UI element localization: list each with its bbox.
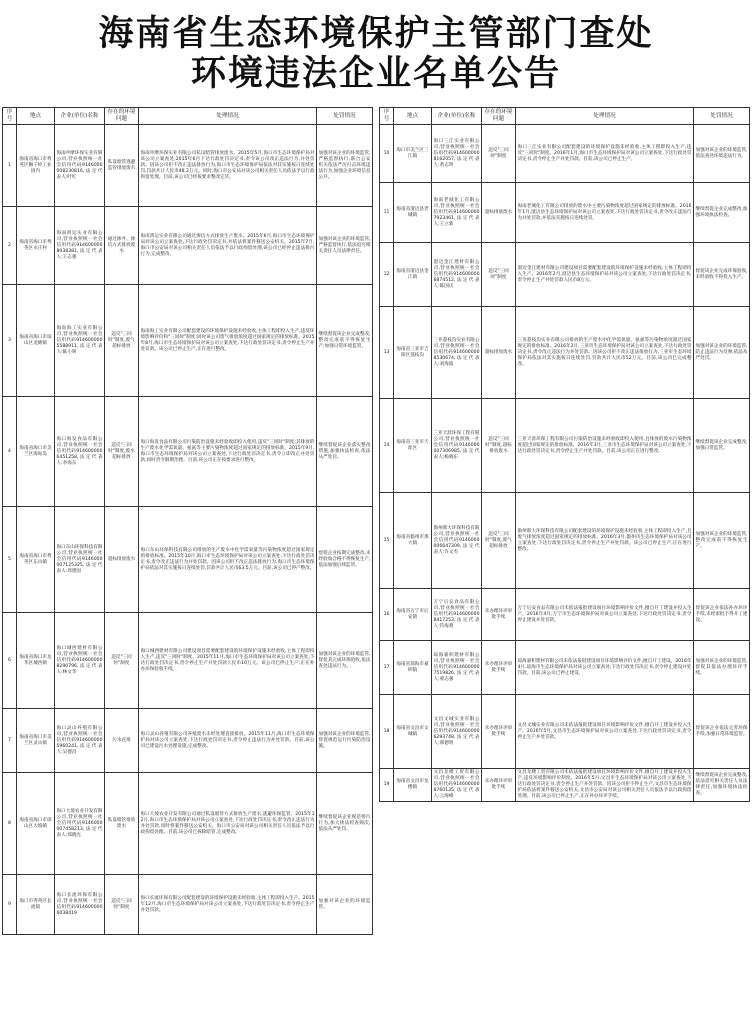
row-problem: 违反"三同时"制度 — [482, 125, 516, 183]
row-problem: 私设暗管逃避监管排放废水 — [105, 125, 139, 207]
row-company: 文昌文城实业有限公司,营业执照统一社会信用代码9146000006293748,法定代表人:邢德明 — [432, 695, 482, 769]
row-handling: 海口大坡农业开发有限公司通过私设暗管方式排放生产废水,逃避环保监管。2015年12月,海口市生态环境保护局对该公司立案查处,下达行政处罚决定书,责令改正违法行为并处罚款,同时将案件移送公安机关。海口市公安局对该公司相关责任人员依法予以行政拘留处理。目前,该公司已拆除暗管,完成整改。 — [139, 773, 317, 875]
row-company: 海口大坡农业开发有限公司,营业执照统一社会信用代码9146000007458213,法定代表人:郑晓光 — [55, 773, 105, 875]
row-handling: 澄迈金江建材有限公司建设项目需要配套建设的环境保护设施未经验收,主体工程即投入生产。2016年2月,澄迈县生态环境保护局对该公司立案查处,下达行政处罚决定书,责令停止生产并处罚款人民币8万元。 — [516, 243, 694, 307]
row-number: 8 — [3, 773, 17, 875]
row-problem: 超标排放废水 — [105, 507, 139, 613]
row-place: 海南省海口市琼山区龙塘镇 — [17, 285, 55, 397]
row-company: 三亚天涯环保工程有限公司,营业执照统一社会信用代码9146000007306985,法定代表人:杨晓东 — [432, 399, 482, 493]
row-number: 19 — [380, 769, 394, 801]
row-place: 海口市美兰区三江镇 — [394, 125, 432, 183]
row-place: 海南省文昌市龙楼镇 — [394, 769, 432, 801]
row-company: 文昌龙楼工贸有限公司,营业执照统一社会信用代码9146000008760135,法定代表人:云海峰 — [432, 769, 482, 801]
violation-table-left — [2, 107, 373, 935]
header-penalty: 处罚情况 — [694, 108, 750, 125]
table-row — [3, 613, 373, 709]
row-number: 16 — [380, 589, 394, 641]
row-place: 海南省三亚市吉阳区荔枝沟 — [394, 307, 432, 399]
row-place: 海南省儋州市那大镇 — [394, 493, 432, 589]
row-problem: 未办理环评审批手续 — [482, 769, 516, 801]
row-penalty: 督促该企业依法完善环保手续,加强日常环境监管。 — [694, 695, 750, 769]
page-title-line1: 海南省生态环境保护主管部门查处 — [98, 14, 654, 54]
table-row — [380, 641, 750, 695]
table-row — [3, 773, 373, 875]
row-number: 2 — [3, 207, 17, 285]
row-place: 海南省澄迈县老城镇 — [394, 183, 432, 243]
row-place: 海南省琼海市嘉积镇 — [394, 641, 432, 695]
header-place: 地点 — [17, 108, 55, 125]
row-penalty: 加强对该企业的环境监管,整改完成前不得恢复生产。 — [694, 493, 750, 589]
row-number: 1 — [3, 125, 17, 207]
row-number: 10 — [380, 125, 394, 183]
table-row — [380, 695, 750, 769]
row-penalty: 加强对该企业的环境监管,严格监督执行;联合公安机关依法严厉打击环境违法行为,加强企业环境信息公开。 — [317, 125, 373, 207]
row-problem: 违反"三同时"制度,废水超标排放 — [105, 397, 139, 507]
row-company: 海南申摩环保实业有限公司,营业执照统一社会信用代码9146000008230816,法定代表人:叶红 — [55, 125, 105, 207]
row-place: 海南省三亚市天涯区 — [394, 399, 432, 493]
row-handling: 海南老城化工有限公司排放的废水中主要污染物浓度超过国家规定的排放标准。2016年1月,澄迈县生态环境保护局对该公司立案查处,下达行政处罚决定书,责令改正违法行为并处罚款,并依法实施按日连续处罚。 — [516, 183, 694, 243]
row-problem: 违反"三同时"制度,废气超标排放 — [105, 285, 139, 397]
row-problem: 未办理环评审批手续 — [482, 695, 516, 769]
row-penalty: 继续督促该企业完成整改,整改完成前不得恢复生产;加强日常环境监管。 — [317, 285, 373, 397]
row-penalty: 继续督促该企业规范排污行为,加大执法检查频次,依法从严处罚。 — [317, 773, 373, 875]
row-company: 海南海工实业有限公司,营业执照统一社会信用代码9146000005588911,法定代表人:陈小明 — [55, 285, 105, 397]
row-handling: 海口三江实业有限公司配套建设的环境保护设施未经验收,主体工程即投入生产,违反"三同时"制度。2016年1月,海口市生态环境保护局对该公司立案查处,下达行政处罚决定书,责令停止生产并处罚款。目前,该公司已停止生产。 — [516, 125, 694, 183]
row-problem: 违反"三同时"制度,超标排放废水 — [482, 399, 516, 493]
table-row — [380, 589, 750, 641]
row-number: 12 — [380, 243, 394, 307]
row-problem: 私设暗管排放废水 — [105, 773, 139, 875]
row-penalty: 加强对该企业的环境监管。 — [317, 875, 373, 935]
row-problem: 违反"三同时"制度,废气超标排放 — [482, 493, 516, 589]
header-problem: 存在的环境问题 — [105, 108, 139, 125]
row-place: 海口市秀英区长流镇 — [17, 875, 55, 935]
row-number: 4 — [3, 397, 17, 507]
table-row — [380, 125, 750, 183]
row-place: 海南省万宁市后安镇 — [394, 589, 432, 641]
table-row — [380, 399, 750, 493]
table-row — [3, 875, 373, 935]
row-penalty: 督促企业按期完成整改,未经验收合格不得恢复生产,依法加强后续监管。 — [317, 507, 373, 613]
row-place: 海南省海口市秀英区永庄村 — [17, 207, 55, 285]
row-handling: 海口城西建材有限公司建设项目需要配套建设的环境保护设施未经验收,主体工程即投入生产,违反"三同时"制度。2015年11月,海口市生态环境保护局对该公司立案查处,下达行政处罚决定书,责令停止生产并处罚款人民币10万元。该公司已停止生产,正在补办环保验收手续。 — [139, 613, 317, 709]
row-problem: 污水直排 — [105, 709, 139, 773]
row-problem: 超标排放废水 — [482, 307, 516, 399]
row-problem: 违反"三同时"制度 — [105, 875, 139, 935]
header-penalty: 处罚情况 — [317, 108, 373, 125]
row-place: 海南省海口市美兰区海甸岛 — [17, 397, 55, 507]
row-company: 海口灵山养殖有限公司,营业执照统一社会信用代码9146000005960241,法定代表人:吴德昌 — [55, 709, 105, 773]
page-title-line2: 环境违法企业名单公告 — [190, 54, 561, 94]
row-handling: 海口海发食品有限公司污染防治设施未经验收即投入使用,违反"三同时"制度;其排放的生产废水化学需氧量、氨氮等主要污染物浓度超过国家规定的排放标准。2015年9月,海口市生态环境保护局对该公司立案查处,下达行政处罚决定书,责令立即改正并处罚款,同时责令限期治理。目前,该公司正在按要求进行整改。 — [139, 397, 317, 507]
row-place: 海南省海口市琼山区大坡镇 — [17, 773, 55, 875]
row-handling: 海南申摩环保实业有限公司私设暗管排放废水。2015年5月,海口市生态环境保护局对该公司立案查处,2015年6月下达行政处罚决定书,责令该公司改正违法行为,并处罚款。因该公司拒不改正违法排放行为,海口市生态环境保护局依法对其实施按日连续处罚,罚款共计人民币48.2万元。同时,海口市公安局对该公司相关责任人员依法予以行政拘留处理。目前,该公司已经按要求整改完毕。 — [139, 125, 317, 207]
row-place: 海南省澄迈县金江镇 — [394, 243, 432, 307]
row-problem: 通过渗井、渗坑方式排放废水 — [105, 207, 139, 285]
row-number: 11 — [380, 183, 394, 243]
row-handling: 海口长流环保有限公司配套建设的环境保护设施未经验收,主体工程即投入生产。2015年12月,海口市生态环境保护局对该公司立案查处,下达行政处罚决定书,责令停止生产并处罚款。 — [139, 875, 317, 935]
row-penalty: 督促该企业依法补办环评手续,未经审批不得开工建设。 — [694, 589, 750, 641]
table-row — [3, 507, 373, 613]
row-handling: 儋州那大环保科技有限公司配套建设的环境保护设施未经验收,主体工程即投入生产,且废气排放浓度超过国家规定的排放标准。2016年3月,儋州市生态环境保护局对该公司立案查处,下达行政处罚决定书,责令停止生产并处罚款。该公司已停止生产,正在进行整改。 — [516, 493, 694, 589]
row-company: 海南鸿运实业有限公司,营业执照统一社会信用代码9146000008038381,法定代表人:王志强 — [55, 207, 105, 285]
row-number: 18 — [380, 695, 394, 769]
row-penalty: 继续督促该企业完成整改,依法追究相关责任人员法律责任,加强环境执法检查。 — [694, 769, 750, 801]
row-penalty: 继续督促该企业完成整改,加强日常监管。 — [694, 399, 750, 493]
header-handling: 处理情况 — [139, 108, 317, 125]
row-number: 15 — [380, 493, 394, 589]
row-handling: 海口东山环保科技有限公司排放的生产废水中化学需氧量等污染物浓度超过国家规定的排放标准。2015年10月,海口市生态环境保护局对该公司立案查处,下达行政处罚决定书,责令改正违法行为并处罚款。因该公司拒不改正违法排放行为,海口市生态环境保护局依法对其实施按日连续处罚,罚款共计人民币63.5万元。目前,该公司已停产整改。 — [139, 507, 317, 613]
row-problem: 未办理环评审批手续 — [482, 589, 516, 641]
row-company: 海口长流环保有限公司,营业执照统一社会信用代码9146000006038419 — [55, 875, 105, 935]
row-company: 海口海发食品有限公司,营业执照统一社会信用代码9146000006451258,法定代表人:李海东 — [55, 397, 105, 507]
row-number: 9 — [3, 875, 17, 935]
row-penalty: 督促该企业完成环保验收,未经验收不得投入生产。 — [694, 243, 750, 307]
row-number: 6 — [3, 613, 17, 709]
row-penalty: 加强对该企业的环境监管,督促其完成环保验收,依法查处违法行为。 — [317, 613, 373, 709]
row-number: 13 — [380, 307, 394, 399]
row-handling: 海口灵山养殖有限公司养殖废水未经处理直接排放。2015年11月,海口市生态环境保护局对该公司立案查处,下达行政处罚决定书,责令停止违法行为并处罚款。目前,该公司已建设污水处理设施,完成整改。 — [139, 709, 317, 773]
table-row — [3, 397, 373, 507]
row-company: 万宁后安食品有限公司,营业执照统一社会信用代码9146000008417253,法定代表人:符海燕 — [432, 589, 482, 641]
row-company: 三亚荔枝沟实业有限公司,营业执照统一社会信用代码9146000008530674,法定代表人:刘海波 — [432, 307, 482, 399]
table-row — [3, 207, 373, 285]
row-company: 澄迈金江建材有限公司,营业执照统一社会信用代码9146000006874512,法定代表人:陈国庆 — [432, 243, 482, 307]
row-handling: 文昌文城实业有限公司未依法报批建设项目环境影响评价文件,擅自开工建设并投入生产。2016年5月,文昌市生态环境保护局对该公司立案查处,下达行政处罚决定书,责令停止生产并处罚款。 — [516, 695, 694, 769]
table-row — [380, 243, 750, 307]
row-penalty: 加强对该企业的环境监管,督促其依法办理环评手续。 — [694, 641, 750, 695]
violation-table-right — [379, 107, 750, 802]
row-company: 琼海嘉积建材有限公司,营业执照统一社会信用代码9146000007519826,法定代表人:蒙志强 — [432, 641, 482, 695]
row-number: 3 — [3, 285, 17, 397]
row-handling: 琼海嘉积建材有限公司未依法报批建设项目环境影响评价文件,擅自开工建设。2016年4月,琼海市生态环境保护局对该公司立案查处,下达行政处罚决定书,责令停止建设并处罚款。目前,该公司已停止建设。 — [516, 641, 694, 695]
row-number: 5 — [3, 507, 17, 613]
row-problem: 违反"三同时"制度 — [105, 613, 139, 709]
row-penalty: 加强对该企业的环境监管,防止违法行为反弹,依法从严处罚。 — [694, 307, 750, 399]
table-row — [380, 183, 750, 243]
row-company: 海口东山环保科技有限公司,营业执照统一社会信用代码9146000007125325,法定代表人:周建国 — [55, 507, 105, 613]
row-handling: 文昌龙楼工贸有限公司未依法报批建设项目环境影响评价文件,擅自开工建设并投入生产,违反环境影响评价制度。2016年5月,文昌市生态环境保护局对该公司立案查处,下达行政处罚决定书,责令停止生产并处罚款。因该公司拒不停止生产,文昌市生态环境保护局依法将案件移送公安机关,文昌市公安局对该公司相关责任人员依法予以行政拘留处理。目前,该公司已停止生产,正在补办环评手续。 — [516, 769, 694, 801]
row-penalty: 继续督促企业完成整改,加强环境执法检查。 — [694, 183, 750, 243]
header-problem: 存在的环境问题 — [482, 108, 516, 125]
row-handling: 三亚荔枝沟实业有限公司排放的生产废水中化学需氧量、氨氮等污染物浓度超过国家规定的排放标准。2016年2月,三亚市生态环境保护局对该公司立案查处,下达行政处罚决定书,责令改正违法行为并处罚款。因该公司拒不改正违法排放行为,三亚市生态环境保护局依法对其实施按日连续处罚,罚款共计人民币52万元。目前,该公司已完成整改。 — [516, 307, 694, 399]
row-penalty: 加强对该企业的环境监管,督促规范运行污染防治设施。 — [317, 709, 373, 773]
header-place: 地点 — [394, 108, 432, 125]
row-problem: 未办理环评审批手续 — [482, 641, 516, 695]
row-handling: 三亚天涯环保工程有限公司污染防治设施未经验收即投入使用,且排放的废水污染物浓度超过国家规定的排放标准。2016年3月,三亚市生态环境保护局对该公司立案查处,下达行政处罚决定书,责令停止生产并处罚款。目前,该公司正在进行整改。 — [516, 399, 694, 493]
row-place: 海南省文昌市文城镇 — [394, 695, 432, 769]
header-company: 企业(单位)名称 — [55, 108, 105, 125]
row-number: 17 — [380, 641, 394, 695]
row-company: 海口城西建材有限公司,营业执照统一社会信用代码9146000008290796,法定代表人:林文华 — [55, 613, 105, 709]
row-place: 海南省海口市秀英区狮子岭工业园内 — [17, 125, 55, 207]
header-no: 序号 — [3, 108, 17, 125]
row-handling: 海南海工实业有限公司配套建设的环境保护设施未经验收,主体工程即投入生产,违反环境影响评价和"三同时"制度;同时该公司废气排放浓度超过国家规定的排放标准。2015年8月,海口市生态环境保护局对该公司立案查处,下达行政处罚决定书,责令停止生产并处罚款。该公司已停止生产,正在进行整改。 — [139, 285, 317, 397]
row-place: 海南省海口市秀英区东山镇 — [17, 507, 55, 613]
row-company: 海口三江实业有限公司,营业执照统一社会信用代码9146000008162057,法定代表人:黄志明 — [432, 125, 482, 183]
row-problem: 超标排放废水 — [482, 183, 516, 243]
row-company: 儋州那大环保科技有限公司,营业执照统一社会信用代码9146000006647309,法定代表人:许文杰 — [432, 493, 482, 589]
header-company: 企业(单位)名称 — [432, 108, 482, 125]
table-row — [380, 493, 750, 589]
row-penalty: 继续督促该企业落实整改措施,加强执法检查,依法从严处罚。 — [317, 397, 373, 507]
table-row — [3, 285, 373, 397]
header-no: 序号 — [380, 108, 394, 125]
table-row — [380, 307, 750, 399]
table-row — [3, 709, 373, 773]
row-place: 海南省海口市龙华区城西镇 — [17, 613, 55, 709]
table-row — [380, 769, 750, 801]
row-handling: 万宁后安食品有限公司未依法报批建设项目环境影响评价文件,擅自开工建设并投入生产。2016年4月,万宁市生态环境保护局对该公司立案查处,下达行政处罚决定书,责令停止建设并处罚款。 — [516, 589, 694, 641]
row-number: 14 — [380, 399, 394, 493]
row-penalty: 加强对该企业的环境监管,严格监督执行,依法追究相关责任人员法律责任。 — [317, 207, 373, 285]
row-number: 7 — [3, 709, 17, 773]
row-handling: 海南鸿运实业有限公司通过渗坑方式排放生产废水。2015年6月,海口市生态环境保护局对该公司立案查处,下达行政处罚决定书,并依法将案件移送公安机关。2015年7月,海口市公安局对该公司相关责任人员依法予以行政拘留处理,该公司已经停止违法排污行为,完成整改。 — [139, 207, 317, 285]
row-company: 海南老城化工有限公司,营业执照统一社会信用代码9146000007923461,法定代表人:王立新 — [432, 183, 482, 243]
row-penalty: 加强对该企业的环境监管,依法查处环境违法行为。 — [694, 125, 750, 183]
table-row — [3, 125, 373, 207]
header-handling: 处理情况 — [516, 108, 694, 125]
row-problem: 违反"三同时"制度 — [482, 243, 516, 307]
row-place: 海南省海口市美兰区灵山镇 — [17, 709, 55, 773]
